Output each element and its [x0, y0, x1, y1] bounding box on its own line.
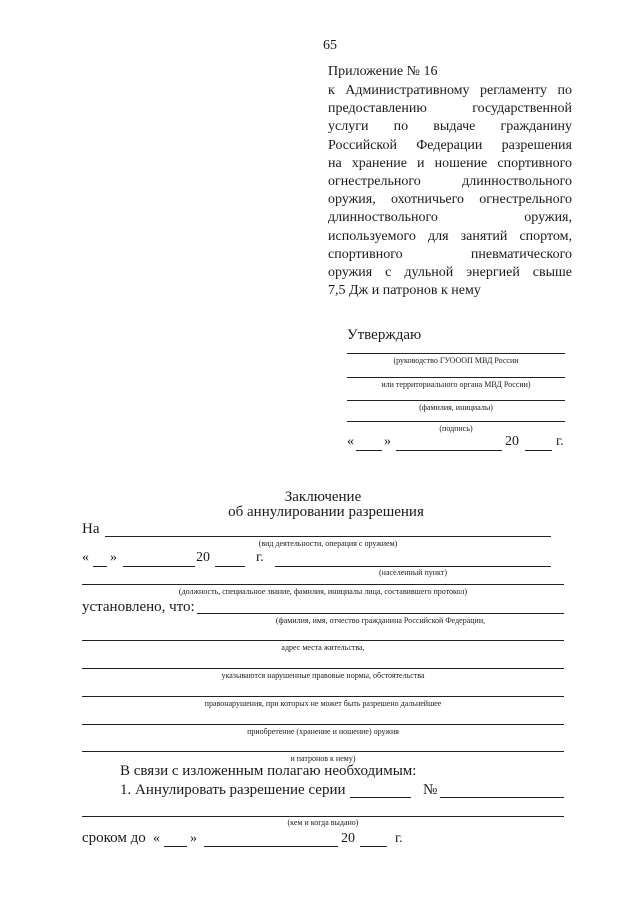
term-year-line — [360, 846, 387, 847]
appendix-line: оружия с дульной энергией свыше — [328, 265, 572, 281]
page-number: 65 — [323, 38, 337, 53]
caption-issued: (кем и когда выдано) — [287, 818, 359, 827]
term-label: сроком до — [82, 830, 146, 846]
approval-heading: Утверждаю — [347, 327, 422, 343]
caption-territorial: или территориального органа МВД России) — [381, 380, 531, 389]
approval-line-signature — [347, 421, 565, 422]
approval-date-day-line — [356, 450, 382, 451]
approval-date-suffix: г. — [556, 434, 564, 449]
series-line — [350, 797, 411, 798]
conclusion-date-close-quote: » — [110, 550, 117, 565]
caption-offense: правонарушения, при которых не может быть разрешено дальнейшее — [204, 699, 442, 708]
approval-date-year: 20 — [505, 434, 519, 449]
approval-date-close-quote: » — [384, 434, 391, 449]
violations-line — [82, 668, 564, 669]
conclusion-date-open-quote: « — [82, 550, 89, 565]
approval-line-name — [347, 400, 565, 401]
term-month-line — [204, 846, 338, 847]
conclusion-date-suffix: г. — [256, 550, 264, 565]
citizen-line — [197, 613, 564, 614]
conclusion-date-year-line — [215, 566, 245, 567]
acquisition-line — [82, 724, 564, 725]
term-year: 20 — [341, 831, 355, 846]
appendix-line: длинноствольного оружия, — [328, 210, 572, 226]
number-sign: № — [423, 782, 438, 798]
appendix-line: предоставлению государственной — [328, 101, 572, 117]
appendix-title: Приложение № 16 — [328, 64, 438, 79]
caption-cartridges: и патронов к нему) — [290, 754, 356, 763]
approval-date-month-line — [396, 450, 502, 451]
caption-violations: указываются нарушенные правовые нормы, обстоятельства — [221, 671, 425, 680]
term-suffix: г. — [395, 831, 403, 846]
locality-line — [275, 566, 551, 567]
appendix-description — [328, 82, 572, 300]
approval-date-year-line — [525, 450, 552, 451]
on-label: На — [82, 521, 100, 537]
item1-text: 1. Аннулировать разрешение серии — [120, 782, 346, 798]
approval-date-open-quote: « — [347, 434, 354, 449]
established-label: установлено, что: — [82, 599, 195, 615]
issued-line — [82, 816, 564, 817]
term-open-quote: « — [153, 831, 160, 846]
conclusion-date-day-line — [93, 566, 107, 567]
appendix-line: услуги по выдаче гражданину — [328, 119, 572, 135]
appendix-line: Российской Федерации разрешения — [328, 137, 572, 153]
conclusion-subtitle: об аннулировании разрешения — [228, 504, 424, 520]
appendix-line: оружия, охотничьего огнестрельного — [328, 192, 572, 208]
appendix-line: 7,5 Дж и патронов к нему — [328, 283, 481, 299]
appendix-line: к Административному регламенту по — [328, 83, 572, 98]
permit-number-line — [440, 797, 564, 798]
appendix-line: на хранение и ношение спортивного — [328, 155, 572, 171]
term-close-quote: » — [190, 831, 197, 846]
caption-leadership: (руководство ГУОООП МВД России — [393, 356, 519, 365]
address-line — [82, 640, 564, 641]
caption-activity: (вид деятельности, операция с оружием) — [258, 539, 398, 548]
caption-citizen: (фамилия, имя, отчество гражданина Российской Федерации, — [275, 616, 486, 625]
official-line — [82, 584, 564, 585]
conclusion-title: Заключение — [284, 489, 362, 505]
caption-acquisition: приобретение (хранение и ношение) оружия — [247, 727, 399, 736]
approval-line-territorial — [347, 377, 565, 378]
activity-line — [105, 536, 551, 537]
approval-line-leadership — [347, 353, 565, 354]
caption-name: (фамилия, инициалы) — [419, 403, 493, 412]
caption-locality: (населенный пункт) — [379, 568, 447, 577]
conclusion-date-month-line — [123, 566, 195, 567]
appendix-line: огнестрельного длинноствольного — [328, 174, 572, 190]
caption-signature: (подпись) — [439, 424, 473, 433]
caption-official: (должность, специальное звание, фамилия, инициалы лица, составившего протокол) — [178, 587, 468, 596]
offense-line — [82, 696, 564, 697]
term-day-line — [164, 846, 187, 847]
appendix-line: спортивного пневматического — [328, 246, 572, 262]
conclusion-date-year: 20 — [196, 550, 210, 565]
appendix-line: используемого для занятий спортом, — [328, 228, 572, 244]
cartridges-line — [82, 751, 564, 752]
statement-text: В связи с изложенным полагаю необходимым: — [120, 763, 417, 779]
caption-address: адрес места жительства, — [281, 643, 365, 652]
